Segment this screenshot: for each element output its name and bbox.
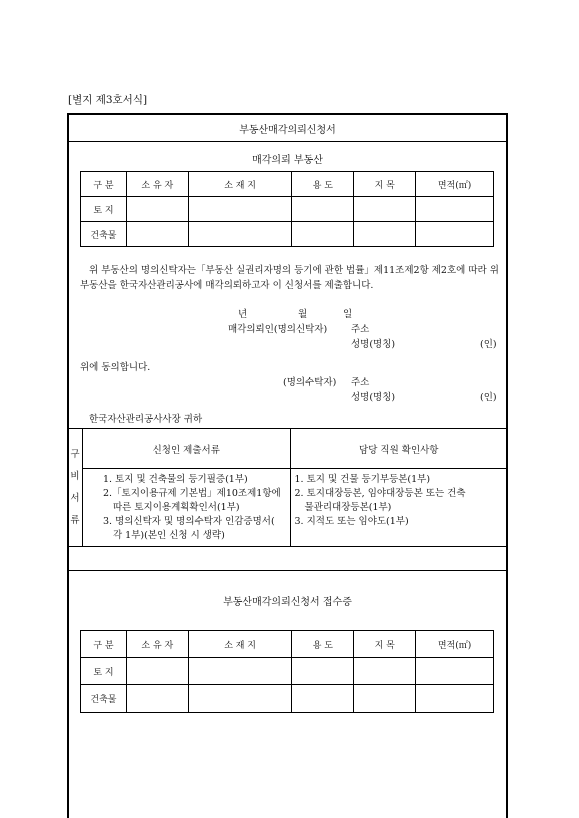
list-item: 2. 토지대장등본, 임야대장등본 또는 건축 (294, 488, 466, 499)
addressee: 한국자산관리공사사장 귀하 (89, 414, 203, 425)
applicant-name-label: 성명(명칭) (351, 339, 396, 350)
divider (67, 141, 508, 142)
list-item: 따른 토지이용계획확인서(1부) (112, 502, 240, 513)
table-header-row (81, 172, 494, 197)
table-cell[interactable] (126, 222, 188, 247)
table-cell[interactable] (126, 197, 188, 222)
header-cell: 용 도 (292, 631, 354, 658)
staff-check-list (290, 469, 507, 547)
requirements-side-label (68, 429, 83, 547)
body-text: 위 부동산의 명의신탁자는「부동산 실권리자명의 등기에 관한 법률」제11조제2항 제2호에 따라 위 부동산을 한국자산관리공사에 매각의뢰하고자 이 신청서를 제출합니다. (80, 265, 499, 291)
table-cell[interactable] (416, 222, 494, 247)
applicant-address-label: 주소 (351, 324, 370, 335)
trustee-role: (명의수탁자) (283, 377, 337, 388)
table-cell[interactable] (354, 222, 416, 247)
list-item: 2.「토지이용규제 기본법」제10조제1항에 (102, 488, 281, 499)
side-char: 서 (70, 492, 80, 504)
header-cell: 소 재 지 (188, 172, 292, 197)
table-cell[interactable] (416, 685, 494, 713)
header-cell: 지 목 (354, 631, 416, 658)
list-item: 3. 명의신탁자 및 명의수탁자 인감증명서( (102, 516, 275, 527)
header-cell: 지 목 (354, 172, 416, 197)
side-char: 구 (70, 448, 80, 460)
header-cell: 소 유 자 (126, 631, 188, 658)
applicant-docs-list (82, 469, 290, 547)
list-item: 1. 토지 및 건물 등기부등본(1부) (294, 474, 431, 485)
table-cell[interactable] (188, 658, 292, 685)
table-cell[interactable] (292, 685, 354, 713)
table-cell[interactable] (292, 658, 354, 685)
receipt-title: 부동산매각의뢰신청서 접수증 (223, 597, 352, 608)
table-cell[interactable] (188, 222, 292, 247)
staff-check-header: 담당 직원 확인사항 (290, 429, 507, 469)
list-item: 1. 토지 및 건축물의 등기필증(1부) (102, 474, 248, 485)
header-cell: 구 분 (81, 631, 127, 658)
trustee-seal: (인) (480, 392, 497, 403)
row-label: 건축물 (81, 222, 127, 247)
requirements-table (67, 428, 508, 547)
header-cell: 소 재 지 (188, 631, 292, 658)
list-item: 물관리대장등본(1부) (304, 502, 392, 513)
side-char: 비 (70, 470, 80, 482)
header-cell: 소 유 자 (126, 172, 188, 197)
table-cell[interactable] (188, 685, 292, 713)
trustee-address-label: 주소 (351, 377, 370, 388)
row-label: 건축물 (81, 685, 127, 713)
table-cell[interactable] (126, 685, 188, 713)
form-title: 부동산매각의뢰신청서 (239, 125, 336, 136)
divider (67, 570, 508, 571)
table-row (81, 658, 494, 685)
table-cell[interactable] (292, 222, 354, 247)
date-year: 년 (238, 309, 248, 320)
applicant-seal: (인) (480, 339, 497, 350)
section-title: 매각의뢰 부동산 (252, 155, 323, 166)
table-row (81, 222, 494, 247)
table-cell[interactable] (292, 197, 354, 222)
date-month: 월 (298, 309, 308, 320)
receipt-table (80, 630, 494, 713)
consent-text: 위에 동의합니다. (80, 362, 151, 373)
table-cell[interactable] (126, 658, 188, 685)
list-item: 각 1부)(본인 신청 시 생략) (112, 530, 225, 541)
list-item: 3. 지적도 또는 임야도(1부) (294, 516, 409, 527)
row-label: 토 지 (81, 658, 127, 685)
table-row (81, 197, 494, 222)
property-table (80, 171, 494, 247)
table-cell[interactable] (416, 658, 494, 685)
table-header-row (81, 631, 494, 658)
header-cell: 면적(㎡) (416, 631, 494, 658)
table-row (81, 685, 494, 713)
date-day: 일 (343, 309, 353, 320)
table-cell[interactable] (354, 685, 416, 713)
applicant-docs-header: 신청인 제출서류 (82, 429, 290, 469)
table-cell[interactable] (354, 197, 416, 222)
form-label: [별지 제3호서식] (68, 94, 148, 106)
header-cell: 용 도 (292, 172, 354, 197)
side-char: 류 (70, 514, 80, 526)
header-cell: 면적(㎡) (416, 172, 494, 197)
applicant-role: 매각의뢰인(명의신탁자) (228, 324, 328, 335)
row-label: 토 지 (81, 197, 127, 222)
table-cell[interactable] (354, 658, 416, 685)
table-cell[interactable] (416, 197, 494, 222)
table-cell[interactable] (188, 197, 292, 222)
header-cell: 구 분 (81, 172, 127, 197)
trustee-name-label: 성명(명칭) (351, 392, 396, 403)
